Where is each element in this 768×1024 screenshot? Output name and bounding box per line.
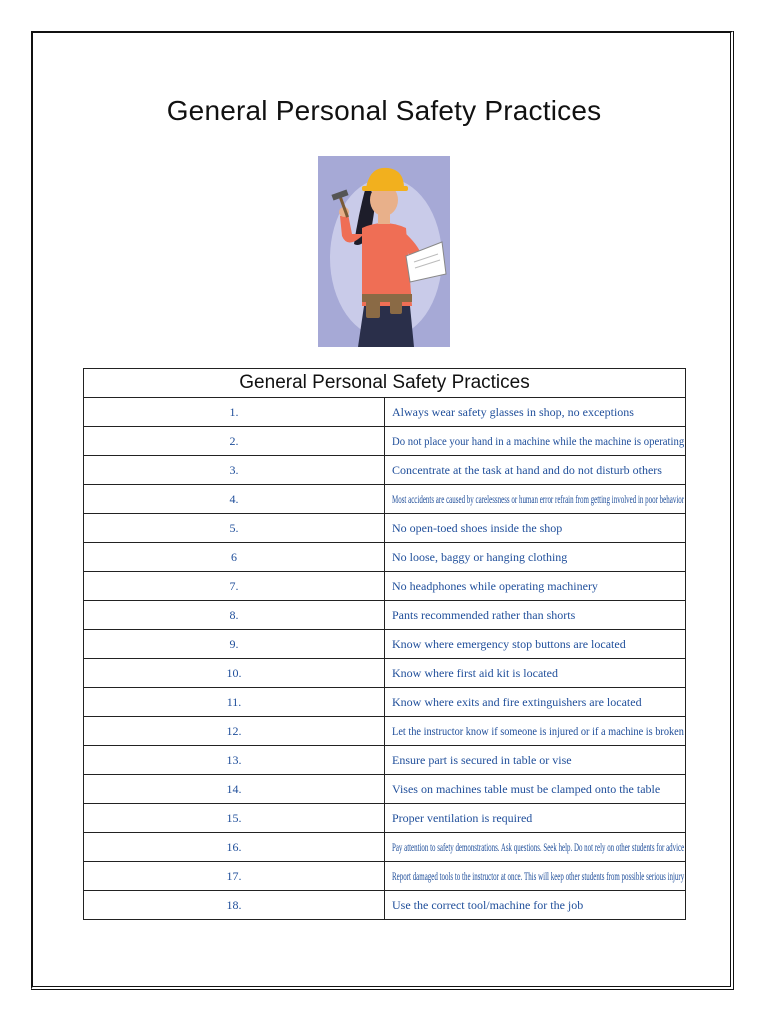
row-number: 4.	[84, 485, 385, 514]
table-header: General Personal Safety Practices	[84, 369, 686, 398]
row-text: Ensure part is secured in table or vise	[385, 746, 686, 775]
row-number: 1.	[84, 398, 385, 427]
row-text: Let the instructor know if someone is injured or if a machine is broken	[385, 717, 686, 746]
table-row	[84, 833, 686, 862]
row-text: Concentrate at the task at hand and do not disturb others	[385, 456, 686, 485]
row-text: Proper ventilation is required	[385, 804, 686, 833]
row-number: 18.	[84, 891, 385, 920]
row-text: No loose, baggy or hanging clothing	[385, 543, 686, 572]
table-row	[84, 717, 686, 746]
row-text: Always wear safety glasses in shop, no exceptions	[385, 398, 686, 427]
table-body	[84, 398, 686, 920]
table-row	[84, 543, 686, 572]
row-text: Pay attention to safety demonstrations. Ask questions. Seek help. Do not rely on other students for advice	[385, 833, 686, 862]
row-number: 13.	[84, 746, 385, 775]
row-number: 14.	[84, 775, 385, 804]
row-number: 11.	[84, 688, 385, 717]
table-row	[84, 804, 686, 833]
row-text: No headphones while operating machinery	[385, 572, 686, 601]
table-row	[84, 775, 686, 804]
table-row	[84, 572, 686, 601]
row-number: 10.	[84, 659, 385, 688]
table-row	[84, 891, 686, 920]
row-text: Know where first aid kit is located	[385, 659, 686, 688]
row-text: No open-toed shoes inside the shop	[385, 514, 686, 543]
row-number: 7.	[84, 572, 385, 601]
page-title: General Personal Safety Practices	[166, 95, 602, 126]
row-text: Vises on machines table must be clamped onto the table	[385, 775, 686, 804]
row-number: 2.	[84, 427, 385, 456]
row-text: Know where exits and fire extinguishers are located	[385, 688, 686, 717]
row-number: 6	[84, 543, 385, 572]
table-row	[84, 456, 686, 485]
table-row	[84, 601, 686, 630]
row-text: Report damaged tools to the instructor at once. This will keep other students from possible serious injury	[385, 862, 686, 891]
row-number: 3.	[84, 456, 385, 485]
construction-worker-icon	[318, 156, 450, 347]
table-row	[84, 427, 686, 456]
row-text: Use the correct tool/machine for the job	[385, 891, 686, 920]
table-row	[84, 862, 686, 891]
row-text: Most accidents are caused by carelessness or human error refrain from getting involved in poor behavior	[385, 485, 686, 514]
table-header-row	[84, 369, 686, 398]
row-text: Know where emergency stop buttons are located	[385, 630, 686, 659]
table-row	[84, 514, 686, 543]
row-number: 12.	[84, 717, 385, 746]
row-number: 15.	[84, 804, 385, 833]
table-row	[84, 688, 686, 717]
safety-practices-table	[83, 368, 686, 920]
row-text: Pants recommended rather than shorts	[385, 601, 686, 630]
row-number: 17.	[84, 862, 385, 891]
row-text: Do not place your hand in a machine while the machine is operating	[385, 427, 686, 456]
construction-worker-illustration	[318, 156, 450, 347]
table-row	[84, 485, 686, 514]
row-number: 8.	[84, 601, 385, 630]
table-row	[84, 398, 686, 427]
table-row	[84, 630, 686, 659]
row-number: 9.	[84, 630, 385, 659]
row-number: 16.	[84, 833, 385, 862]
table-row	[84, 659, 686, 688]
table-row	[84, 746, 686, 775]
row-number: 5.	[84, 514, 385, 543]
